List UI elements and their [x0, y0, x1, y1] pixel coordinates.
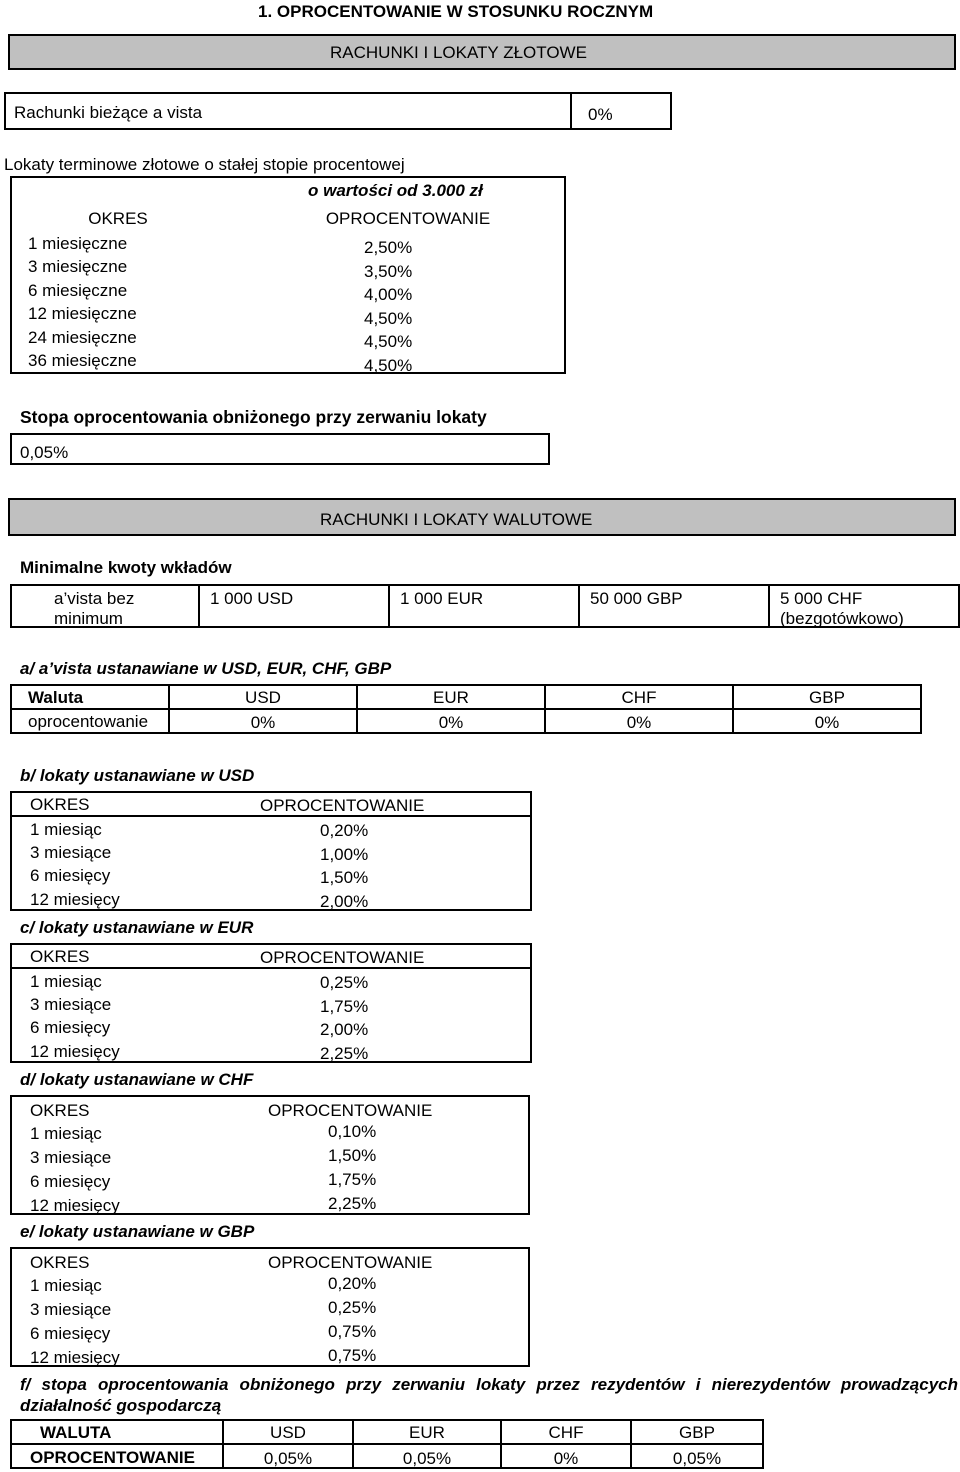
pln-reduced-box: [10, 433, 550, 465]
fx-reduced-currency: CHF: [548, 1423, 584, 1442]
fx-col-rate: OPROCENTOWANIE: [260, 796, 425, 815]
fx-row-rate: 0,75%: [328, 1346, 377, 1365]
fx-avista-rate: 0%: [626, 713, 652, 732]
fx-row-rate: 0,25%: [328, 1298, 377, 1317]
pln-avista-rate: 0%: [588, 105, 613, 124]
fx-row-rate: 0,25%: [320, 973, 369, 992]
pln-row-rate: 4,50%: [364, 332, 413, 351]
fx-row-period: 6 miesięcy: [30, 866, 111, 885]
fx-row-rate: 1,00%: [320, 845, 369, 864]
pln-avista-box: [4, 92, 672, 130]
fx-row-rate: 0,20%: [328, 1274, 377, 1293]
pln-row-period: 3 miesięczne: [28, 257, 128, 276]
pln-term-subtitle: o wartości od 3.000 zł: [308, 181, 483, 200]
fx-avista-rate: 0%: [814, 713, 840, 732]
pln-row-period: 12 miesięczne: [28, 304, 137, 323]
fx-row-period: 6 miesięcy: [30, 1172, 111, 1191]
fx-avista-currency-label: Waluta: [28, 688, 84, 707]
fx-row-rate: 1,75%: [328, 1170, 377, 1189]
fx-row-period: 1 miesiąc: [30, 1276, 102, 1295]
fx-col-period: OKRES: [30, 795, 90, 814]
fx-reduced-rate: 0,05%: [402, 1449, 452, 1468]
fx-row-period: 12 miesięcy: [30, 890, 120, 909]
fx-avista-currency: EUR: [433, 688, 469, 707]
fx-deposit-table-gbp: [10, 1247, 530, 1367]
pln-term-title: Lokaty terminowe złotowe o stałej stopie procentowej: [4, 155, 405, 174]
fx-reduced-rate: 0,05%: [263, 1449, 313, 1468]
pln-row-rate: 4,50%: [364, 356, 413, 375]
fx-section-title: RACHUNKI I LOKATY WALUTOWE: [320, 510, 593, 529]
fx-min-amount: 5 000 CHF (bezgotówkowo): [780, 589, 904, 628]
fx-min-amount: 1 000 USD: [210, 589, 294, 608]
pln-col-period: OKRES: [88, 209, 148, 228]
pln-row-rate: 4,00%: [364, 285, 413, 304]
fx-row-rate: 1,50%: [320, 868, 369, 887]
fx-row-rate: 2,25%: [328, 1194, 377, 1213]
fx-min-amount: 50 000 GBP: [590, 589, 683, 608]
fx-col-rate: OPROCENTOWANIE: [268, 1253, 433, 1272]
fx-col-rate: OPROCENTOWANIE: [260, 948, 425, 967]
fx-row-period: 6 miesięcy: [30, 1018, 111, 1037]
fx-deposit-title: b/ lokaty ustanawiane w USD: [20, 766, 255, 785]
fx-row-rate: 2,25%: [320, 1044, 369, 1063]
fx-deposit-title: e/ lokaty ustanawiane w GBP: [20, 1222, 255, 1241]
pln-section-title: RACHUNKI I LOKATY ZŁOTOWE: [330, 43, 587, 62]
fx-avista-currency: GBP: [809, 688, 845, 707]
pln-row-rate: 3,50%: [364, 262, 413, 281]
fx-min-table: [10, 584, 960, 628]
pln-row-period: 24 miesięczne: [28, 328, 137, 347]
fx-row-period: 3 miesiące: [30, 1300, 112, 1319]
pln-avista-label: Rachunki bieżące a vista: [14, 103, 203, 122]
fx-avista-rate: 0%: [250, 713, 276, 732]
fx-avista-currency: CHF: [621, 688, 657, 707]
fx-row-rate: 0,10%: [328, 1122, 377, 1141]
fx-col-period: OKRES: [30, 1253, 90, 1272]
fx-avista-rate: 0%: [438, 713, 464, 732]
fx-min-amount: 1 000 EUR: [400, 589, 484, 608]
fx-col-period: OKRES: [30, 947, 90, 966]
fx-deposit-table-eur: [10, 943, 532, 1063]
pln-row-period: 36 miesięczne: [28, 351, 137, 370]
fx-min-label: a’vista bez minimum: [54, 589, 135, 628]
fx-deposit-title: d/ lokaty ustanawiane w CHF: [20, 1070, 254, 1089]
pln-row-period: 6 miesięczne: [28, 281, 128, 300]
fx-avista-rate-label: oprocentowanie: [28, 712, 149, 731]
fx-row-period: 3 miesiące: [30, 995, 112, 1014]
fx-deposit-title: c/ lokaty ustanawiane w EUR: [20, 918, 254, 937]
fx-reduced-currency-label: WALUTA: [40, 1423, 112, 1442]
fx-min-title: Minimalne kwoty wkładów: [20, 558, 232, 577]
fx-row-rate: 2,00%: [320, 892, 369, 911]
fx-section-header: [8, 498, 956, 536]
fx-row-rate: 1,75%: [320, 997, 369, 1016]
page-title: 1. OPROCENTOWANIE W STOSUNKU ROCZNYM: [258, 2, 654, 21]
fx-reduced-rate: 0,05%: [672, 1449, 722, 1468]
fx-row-period: 3 miesiące: [30, 843, 112, 862]
fx-row-period: 3 miesiące: [30, 1148, 112, 1167]
fx-avista-table: [10, 684, 922, 734]
fx-row-rate: 2,00%: [320, 1020, 369, 1039]
fx-row-period: 12 miesięcy: [30, 1348, 120, 1367]
fx-row-period: 12 miesięcy: [30, 1196, 120, 1215]
pln-reduced-title: Stopa oprocentowania obniżonego przy zerwaniu lokaty: [20, 407, 487, 427]
fx-row-rate: 1,50%: [328, 1146, 377, 1165]
fx-row-period: 1 miesiąc: [30, 820, 102, 839]
pln-row-period: 1 miesięczne: [28, 234, 128, 253]
fx-reduced-currency: USD: [270, 1423, 306, 1442]
fx-avista-currency: USD: [245, 688, 281, 707]
pln-row-rate: 2,50%: [364, 238, 413, 257]
pln-term-table: [10, 176, 566, 374]
fx-reduced-currency: EUR: [409, 1423, 445, 1442]
pln-row-rate: 4,50%: [364, 309, 413, 328]
fx-reduced-title: f/ stopa oprocentowania obniżonego przy zerwaniu lokaty przez rezydentów i nierezydentów prowadzących działalność gospodarczą: [20, 1375, 958, 1415]
fx-reduced-rate-label: OPROCENTOWANIE: [30, 1448, 195, 1467]
fx-col-rate: OPROCENTOWANIE: [268, 1101, 433, 1120]
fx-row-period: 12 miesięcy: [30, 1042, 120, 1061]
fx-avista-title: a/ a’vista ustanawiane w USD, EUR, CHF, GBP: [20, 659, 392, 678]
fx-row-period: 6 miesięcy: [30, 1324, 111, 1343]
fx-deposit-table-chf: [10, 1095, 530, 1215]
fx-deposit-table-usd: [10, 791, 532, 911]
fx-row-period: 1 miesiąc: [30, 1124, 102, 1143]
fx-row-period: 1 miesiąc: [30, 972, 102, 991]
fx-row-rate: 0,75%: [328, 1322, 377, 1341]
pln-section-header: [8, 34, 956, 70]
fx-row-rate: 0,20%: [320, 821, 369, 840]
pln-reduced-rate: 0,05%: [20, 443, 69, 462]
fx-reduced-rate: 0%: [553, 1449, 579, 1468]
fx-reduced-table: [10, 1419, 764, 1469]
fx-col-period: OKRES: [30, 1101, 90, 1120]
fx-reduced-currency: GBP: [679, 1423, 715, 1442]
pln-col-rate: OPROCENTOWANIE: [325, 209, 491, 228]
